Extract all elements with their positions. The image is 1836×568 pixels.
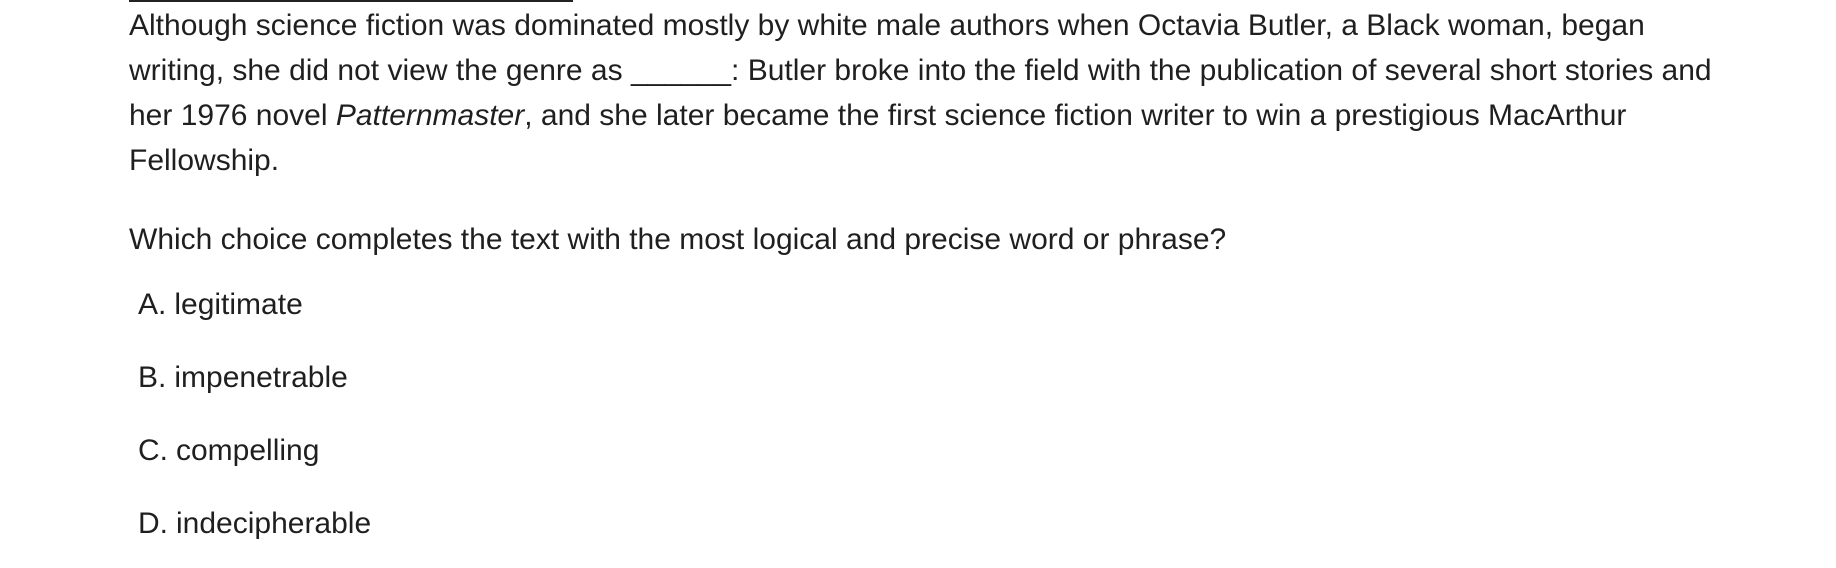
choice-letter: B.	[138, 361, 167, 394]
question-prompt: Which choice completes the text with the most logical and precise word or phrase?	[129, 223, 1227, 256]
answer-choices	[138, 282, 371, 568]
choice-text: impenetrable	[174, 361, 348, 394]
choice-letter: D.	[138, 507, 168, 540]
choice-text: compelling	[176, 434, 320, 467]
novel-title: Patternmaster	[335, 99, 525, 132]
choice-d[interactable]	[138, 501, 371, 546]
choice-b[interactable]	[138, 355, 371, 400]
choice-text: legitimate	[174, 288, 303, 321]
choice-a[interactable]	[138, 282, 371, 327]
top-divider	[129, 0, 573, 2]
passage-part-2: , and she later became the first science fiction writer to win a prestigious MacArthur Fellowship.	[129, 99, 1627, 177]
choice-letter: C.	[138, 434, 168, 467]
passage-part-1: Although science fiction was dominated mostly by white male authors when Octavia Butler, a Black woman, began writing, she did not view the genre as ______: Butler broke into the field with the publication of several short stories and her 1976 novel	[129, 9, 1712, 132]
choice-c[interactable]	[138, 428, 371, 473]
choice-text: indecipherable	[176, 507, 372, 540]
choice-letter: A.	[138, 288, 167, 321]
passage-text	[129, 3, 1729, 183]
